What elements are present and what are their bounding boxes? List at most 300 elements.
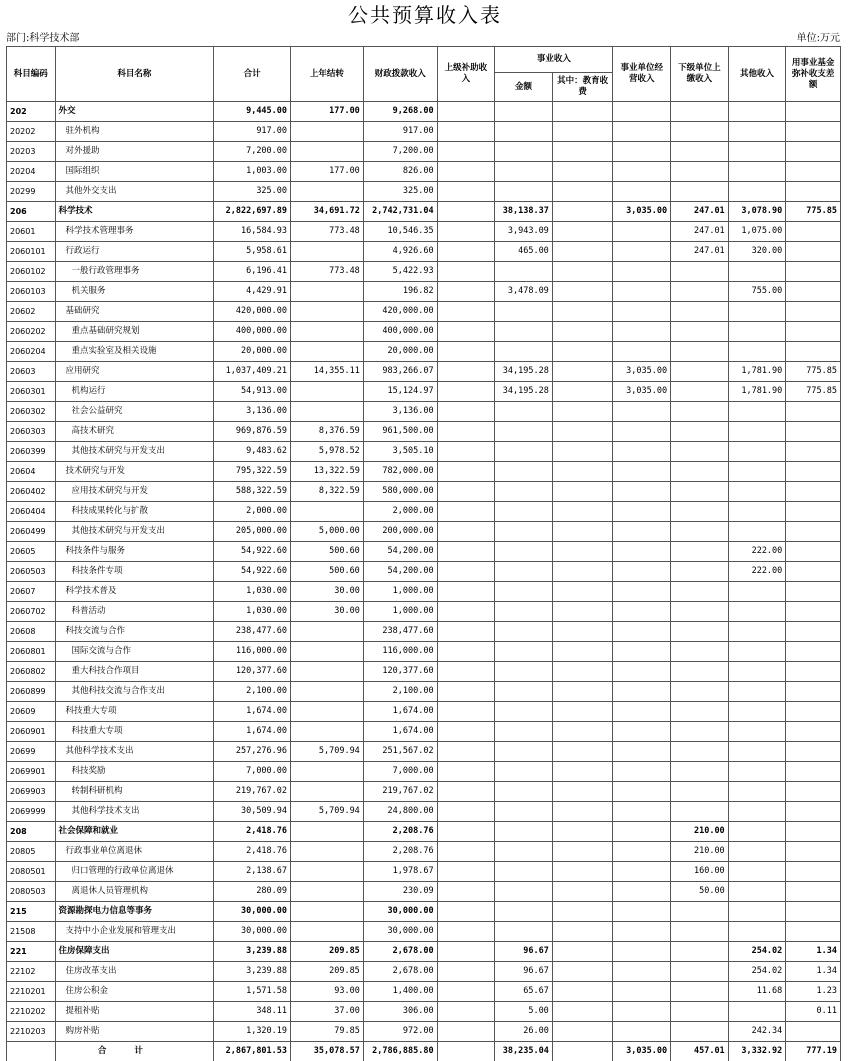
cell-total: 30,000.00	[214, 922, 291, 942]
cell-sub	[671, 1002, 729, 1022]
cell-fund	[786, 822, 841, 842]
cell-sup	[437, 362, 495, 382]
cell-sup	[437, 482, 495, 502]
total-fiscal: 2,786,885.80	[363, 1042, 437, 1061]
cell-oper	[613, 142, 671, 162]
cell-fund	[786, 182, 841, 202]
cell-code: 2060702	[7, 602, 56, 622]
cell-oper	[613, 322, 671, 342]
cell-fund: 775.85	[786, 382, 841, 402]
cell-sup	[437, 982, 495, 1002]
cell-name: 归口管理的行政单位离退休	[55, 862, 214, 882]
cell-oper	[613, 522, 671, 542]
cell-oper	[613, 802, 671, 822]
cell-code: 221	[7, 942, 56, 962]
cell-carry	[291, 142, 364, 162]
table-row	[7, 822, 841, 842]
total-sub: 457.01	[671, 1042, 729, 1061]
cell-carry	[291, 282, 364, 302]
cell-sup	[437, 382, 495, 402]
cell-fund	[786, 462, 841, 482]
cell-code: 2060303	[7, 422, 56, 442]
cell-sup	[437, 462, 495, 482]
cell-fiscal: 2,678.00	[363, 942, 437, 962]
cell-biz: 96.67	[495, 942, 553, 962]
cell-fiscal: 917.00	[363, 122, 437, 142]
table-row	[7, 1022, 841, 1042]
cell-other	[728, 762, 786, 782]
cell-oper	[613, 302, 671, 322]
total-label: 合计	[55, 1042, 214, 1061]
cell-other	[728, 102, 786, 122]
cell-oper	[613, 442, 671, 462]
cell-code: 20299	[7, 182, 56, 202]
table-row	[7, 382, 841, 402]
cell-fiscal: 580,000.00	[363, 482, 437, 502]
cell-carry: 79.85	[291, 1022, 364, 1042]
total-other: 3,332.92	[728, 1042, 786, 1061]
cell-carry	[291, 342, 364, 362]
cell-total: 2,138.67	[214, 862, 291, 882]
cell-edu	[552, 642, 613, 662]
cell-sup	[437, 902, 495, 922]
cell-biz	[495, 702, 553, 722]
cell-sup	[437, 442, 495, 462]
cell-biz	[495, 422, 553, 442]
cell-name: 外交	[55, 102, 214, 122]
cell-sub	[671, 562, 729, 582]
cell-code: 2060499	[7, 522, 56, 542]
cell-oper: 3,035.00	[613, 382, 671, 402]
total-total: 2,867,801.53	[214, 1042, 291, 1061]
cell-biz	[495, 482, 553, 502]
cell-oper	[613, 762, 671, 782]
cell-name: 其他外交支出	[55, 182, 214, 202]
cell-oper	[613, 1022, 671, 1042]
cell-sub	[671, 182, 729, 202]
cell-edu	[552, 782, 613, 802]
cell-fund	[786, 882, 841, 902]
cell-total: 7,000.00	[214, 762, 291, 782]
cell-sup	[437, 922, 495, 942]
cell-biz	[495, 502, 553, 522]
cell-fiscal: 1,674.00	[363, 702, 437, 722]
cell-biz	[495, 922, 553, 942]
cell-total: 588,322.59	[214, 482, 291, 502]
cell-total: 348.11	[214, 1002, 291, 1022]
cell-carry: 773.48	[291, 222, 364, 242]
cell-edu	[552, 762, 613, 782]
cell-fiscal: 251,567.02	[363, 742, 437, 762]
cell-name: 其他技术研究与开发支出	[55, 442, 214, 462]
cell-fund	[786, 902, 841, 922]
cell-code: 2060402	[7, 482, 56, 502]
table-row	[7, 902, 841, 922]
cell-sup	[437, 682, 495, 702]
table-row	[7, 982, 841, 1002]
cell-sub	[671, 362, 729, 382]
cell-sub	[671, 762, 729, 782]
header-subordinate: 下级单位上缴收入	[671, 47, 729, 102]
department-label: 部门:科学技术部	[6, 33, 80, 44]
cell-other: 254.02	[728, 962, 786, 982]
header-other: 其他收入	[728, 47, 786, 102]
cell-fiscal: 1,000.00	[363, 602, 437, 622]
cell-other: 1,781.90	[728, 362, 786, 382]
cell-other: 254.02	[728, 942, 786, 962]
cell-biz	[495, 902, 553, 922]
cell-oper	[613, 782, 671, 802]
cell-total: 917.00	[214, 122, 291, 142]
cell-other: 11.68	[728, 982, 786, 1002]
cell-sub: 160.00	[671, 862, 729, 882]
cell-other	[728, 502, 786, 522]
cell-sup	[437, 742, 495, 762]
cell-oper	[613, 962, 671, 982]
cell-code: 2060404	[7, 502, 56, 522]
cell-other	[728, 322, 786, 342]
cell-code: 2080503	[7, 882, 56, 902]
cell-edu	[552, 362, 613, 382]
cell-biz	[495, 322, 553, 342]
cell-sup	[437, 302, 495, 322]
cell-code: 2210202	[7, 1002, 56, 1022]
cell-total: 54,922.60	[214, 562, 291, 582]
cell-name: 重大科技合作项目	[55, 662, 214, 682]
cell-oper	[613, 642, 671, 662]
cell-fund	[786, 222, 841, 242]
cell-fund	[786, 602, 841, 622]
cell-sub	[671, 522, 729, 542]
cell-edu	[552, 162, 613, 182]
total-sup	[437, 1042, 495, 1061]
cell-sup	[437, 122, 495, 142]
cell-sup	[437, 322, 495, 342]
cell-name: 科技奖励	[55, 762, 214, 782]
cell-name: 国际组织	[55, 162, 214, 182]
cell-oper	[613, 882, 671, 902]
table-row	[7, 262, 841, 282]
cell-total: 257,276.96	[214, 742, 291, 762]
cell-sup	[437, 1022, 495, 1042]
cell-sup	[437, 342, 495, 362]
cell-other	[728, 182, 786, 202]
cell-fiscal: 1,674.00	[363, 722, 437, 742]
table-row	[7, 962, 841, 982]
cell-name: 社会保障和就业	[55, 822, 214, 842]
cell-sub: 247.01	[671, 202, 729, 222]
cell-total: 6,196.41	[214, 262, 291, 282]
cell-name: 科普活动	[55, 602, 214, 622]
cell-sub	[671, 802, 729, 822]
cell-fund	[786, 702, 841, 722]
cell-oper	[613, 682, 671, 702]
cell-carry: 209.85	[291, 942, 364, 962]
cell-sup	[437, 522, 495, 542]
cell-fiscal: 2,678.00	[363, 962, 437, 982]
cell-fiscal: 230.09	[363, 882, 437, 902]
cell-sup	[437, 562, 495, 582]
cell-code: 2060103	[7, 282, 56, 302]
cell-code: 2060399	[7, 442, 56, 462]
cell-sub	[671, 462, 729, 482]
cell-code: 206	[7, 202, 56, 222]
cell-oper	[613, 842, 671, 862]
table-row	[7, 522, 841, 542]
header-fund-gap: 用事业基金弥补收支差额	[786, 47, 841, 102]
cell-total: 1,030.00	[214, 582, 291, 602]
cell-carry: 500.60	[291, 562, 364, 582]
cell-code: 20601	[7, 222, 56, 242]
cell-carry: 8,376.59	[291, 422, 364, 442]
table-row	[7, 162, 841, 182]
cell-fiscal: 24,800.00	[363, 802, 437, 822]
cell-fund	[786, 642, 841, 662]
table-row	[7, 542, 841, 562]
table-row	[7, 602, 841, 622]
cell-biz: 34,195.28	[495, 362, 553, 382]
cell-biz	[495, 782, 553, 802]
cell-edu	[552, 222, 613, 242]
cell-name: 科学技术普及	[55, 582, 214, 602]
cell-carry	[291, 822, 364, 842]
cell-fund	[786, 322, 841, 342]
cell-name: 科技重大专项	[55, 722, 214, 742]
cell-name: 购房补贴	[55, 1022, 214, 1042]
cell-edu	[552, 382, 613, 402]
cell-sub	[671, 622, 729, 642]
cell-name: 应用研究	[55, 362, 214, 382]
cell-sub	[671, 162, 729, 182]
cell-carry: 5,000.00	[291, 522, 364, 542]
cell-edu	[552, 422, 613, 442]
cell-edu	[552, 502, 613, 522]
cell-biz	[495, 682, 553, 702]
cell-sup	[437, 662, 495, 682]
header-business-amount: 金额	[495, 73, 553, 102]
cell-fund	[786, 162, 841, 182]
table-row	[7, 282, 841, 302]
cell-other: 3,078.90	[728, 202, 786, 222]
table-row	[7, 742, 841, 762]
cell-fiscal: 306.00	[363, 1002, 437, 1022]
cell-fund	[786, 502, 841, 522]
cell-sup	[437, 582, 495, 602]
cell-sub	[671, 662, 729, 682]
cell-oper	[613, 462, 671, 482]
cell-biz	[495, 462, 553, 482]
header-business-edu: 其中：教育收费	[552, 73, 613, 102]
header-code: 科目编码	[7, 47, 56, 102]
cell-carry	[291, 882, 364, 902]
cell-sup	[437, 722, 495, 742]
cell-fund: 775.85	[786, 202, 841, 222]
cell-sup	[437, 762, 495, 782]
cell-fiscal: 7,200.00	[363, 142, 437, 162]
cell-oper	[613, 182, 671, 202]
table-row	[7, 102, 841, 122]
cell-biz	[495, 882, 553, 902]
cell-name: 科学技术管理事务	[55, 222, 214, 242]
table-row	[7, 122, 841, 142]
cell-biz	[495, 742, 553, 762]
cell-edu	[552, 922, 613, 942]
cell-other	[728, 142, 786, 162]
cell-name: 离退休人员管理机构	[55, 882, 214, 902]
cell-edu	[552, 982, 613, 1002]
cell-biz: 465.00	[495, 242, 553, 262]
cell-other	[728, 922, 786, 942]
cell-code: 2060899	[7, 682, 56, 702]
cell-total: 2,822,697.89	[214, 202, 291, 222]
cell-fiscal: 30,000.00	[363, 902, 437, 922]
table-row	[7, 662, 841, 682]
cell-sup	[437, 502, 495, 522]
cell-biz	[495, 842, 553, 862]
cell-fiscal: 196.82	[363, 282, 437, 302]
cell-sup	[437, 422, 495, 442]
cell-fund	[786, 442, 841, 462]
cell-other	[728, 862, 786, 882]
cell-carry: 34,691.72	[291, 202, 364, 222]
cell-fund	[786, 242, 841, 262]
budget-income-table	[6, 46, 841, 1061]
cell-total: 4,429.91	[214, 282, 291, 302]
cell-code: 20603	[7, 362, 56, 382]
cell-sub: 210.00	[671, 822, 729, 842]
cell-biz	[495, 142, 553, 162]
cell-code: 2060901	[7, 722, 56, 742]
cell-oper	[613, 502, 671, 522]
cell-sub	[671, 962, 729, 982]
table-row	[7, 882, 841, 902]
cell-carry: 177.00	[291, 162, 364, 182]
table-row	[7, 802, 841, 822]
cell-fiscal: 9,268.00	[363, 102, 437, 122]
cell-fiscal: 1,400.00	[363, 982, 437, 1002]
cell-biz	[495, 182, 553, 202]
cell-fund	[786, 562, 841, 582]
cell-name: 机关服务	[55, 282, 214, 302]
cell-total: 120,377.60	[214, 662, 291, 682]
cell-fund	[786, 482, 841, 502]
table-row	[7, 182, 841, 202]
cell-other	[728, 302, 786, 322]
cell-fund: 1.34	[786, 962, 841, 982]
cell-total: 5,958.61	[214, 242, 291, 262]
cell-fiscal: 54,200.00	[363, 562, 437, 582]
cell-name: 重点基础研究规划	[55, 322, 214, 342]
cell-edu	[552, 122, 613, 142]
table-row	[7, 1002, 841, 1022]
cell-total: 116,000.00	[214, 642, 291, 662]
cell-other	[728, 802, 786, 822]
cell-total: 1,571.58	[214, 982, 291, 1002]
cell-total: 400,000.00	[214, 322, 291, 342]
cell-sub	[671, 502, 729, 522]
cell-fund	[786, 522, 841, 542]
cell-other	[728, 122, 786, 142]
cell-biz	[495, 342, 553, 362]
cell-name: 驻外机构	[55, 122, 214, 142]
cell-sub	[671, 442, 729, 462]
cell-fiscal: 2,208.76	[363, 822, 437, 842]
cell-name: 高技术研究	[55, 422, 214, 442]
cell-other: 222.00	[728, 562, 786, 582]
cell-total: 280.09	[214, 882, 291, 902]
cell-edu	[552, 602, 613, 622]
cell-edu	[552, 962, 613, 982]
table-row	[7, 402, 841, 422]
cell-other: 242.34	[728, 1022, 786, 1042]
cell-other	[728, 642, 786, 662]
cell-name: 住房公积金	[55, 982, 214, 1002]
header-total: 合计	[214, 47, 291, 102]
cell-biz	[495, 562, 553, 582]
cell-oper	[613, 582, 671, 602]
cell-sub	[671, 142, 729, 162]
cell-code: 2060503	[7, 562, 56, 582]
cell-biz	[495, 642, 553, 662]
cell-sub	[671, 582, 729, 602]
cell-sup	[437, 602, 495, 622]
cell-total: 2,100.00	[214, 682, 291, 702]
cell-total: 1,320.19	[214, 1022, 291, 1042]
cell-carry: 14,355.11	[291, 362, 364, 382]
page-title: 公共预算收入表	[348, 3, 502, 27]
cell-code: 2210201	[7, 982, 56, 1002]
cell-biz	[495, 302, 553, 322]
cell-other	[728, 842, 786, 862]
cell-code: 2060302	[7, 402, 56, 422]
cell-carry: 5,709.94	[291, 742, 364, 762]
cell-carry: 177.00	[291, 102, 364, 122]
cell-edu	[552, 542, 613, 562]
cell-other	[728, 422, 786, 442]
cell-oper	[613, 122, 671, 142]
cell-fund	[786, 102, 841, 122]
cell-name: 支持中小企业发展和管理支出	[55, 922, 214, 942]
cell-name: 科技条件与服务	[55, 542, 214, 562]
cell-oper	[613, 262, 671, 282]
cell-sub	[671, 942, 729, 962]
cell-sup	[437, 102, 495, 122]
cell-fiscal: 972.00	[363, 1022, 437, 1042]
cell-total: 969,876.59	[214, 422, 291, 442]
cell-sub	[671, 382, 729, 402]
cell-fund	[786, 542, 841, 562]
cell-code: 20203	[7, 142, 56, 162]
cell-edu	[552, 142, 613, 162]
header-business: 事业收入	[495, 47, 613, 73]
cell-code: 22102	[7, 962, 56, 982]
cell-sub	[671, 102, 729, 122]
cell-total: 54,922.60	[214, 542, 291, 562]
cell-total: 3,136.00	[214, 402, 291, 422]
cell-total: 238,477.60	[214, 622, 291, 642]
cell-total: 3,239.88	[214, 962, 291, 982]
cell-biz	[495, 722, 553, 742]
cell-sub	[671, 422, 729, 442]
cell-carry: 37.00	[291, 1002, 364, 1022]
cell-oper: 3,035.00	[613, 202, 671, 222]
cell-fiscal: 3,136.00	[363, 402, 437, 422]
cell-carry	[291, 242, 364, 262]
cell-fiscal: 10,546.35	[363, 222, 437, 242]
cell-edu	[552, 662, 613, 682]
cell-other: 222.00	[728, 542, 786, 562]
cell-sub	[671, 982, 729, 1002]
